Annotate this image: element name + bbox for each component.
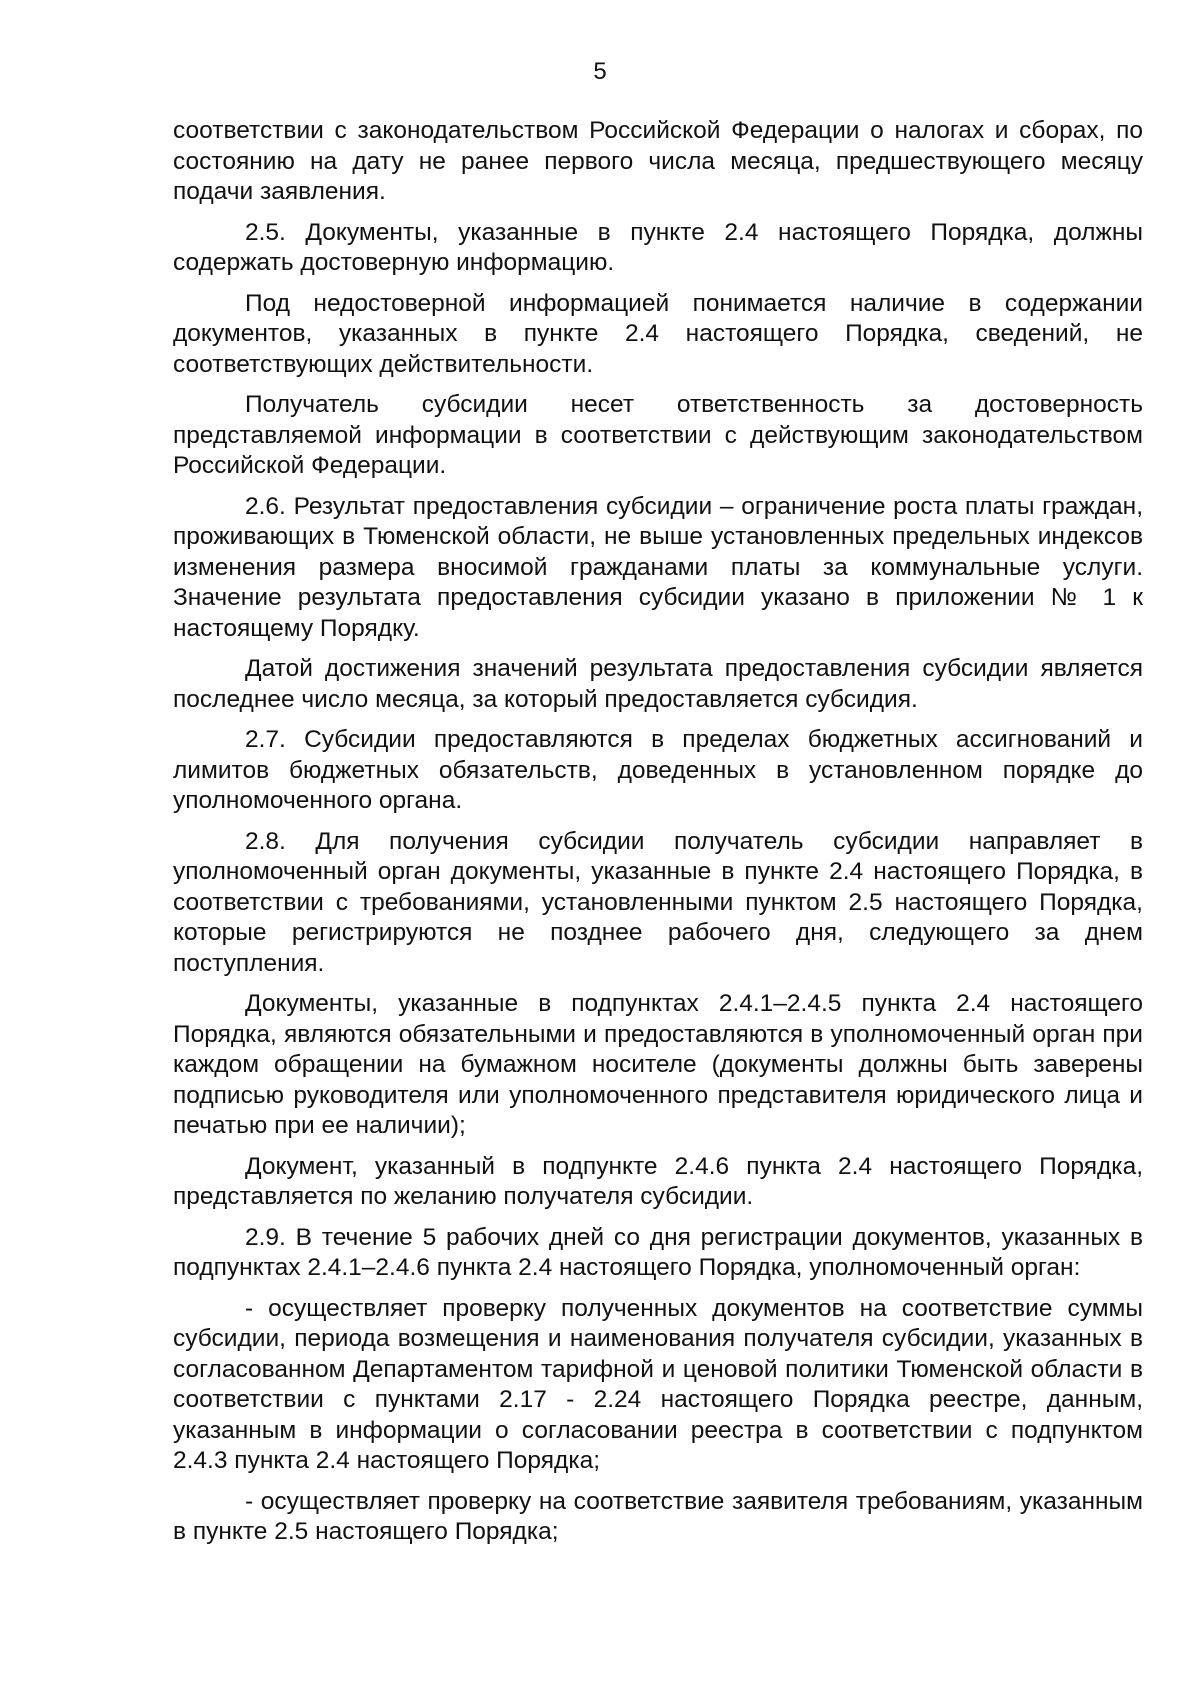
document-body xyxy=(173,116,1143,1558)
paragraph-responsibility: Получатель субсидии несет ответственность за достоверность представляемой информации в соответствии с действующим законодательством Российской Федерации. xyxy=(173,391,1143,479)
paragraph-optional-document: Документ, указанный в подпункте 2.4.6 пункта 2.4 настоящего Порядка, представляется по желанию получателя субсидии. xyxy=(173,1152,1143,1210)
paragraph-achievement-date: Датой достижения значений результата предоставления субсидии является последнее число месяца, за который предоставляется субсидия. xyxy=(173,655,1143,713)
list-item-check-applicant: - осуществляет проверку на соответствие заявителя требованиям, указанным в пункте 2.5 настоящего Порядка; xyxy=(173,1487,1143,1545)
paragraph-continuation: соответствии с законодательством Российской Федерации о налогах и сборах, по состоянию на дату не ранее первого числа месяца, предшествующего месяцу подачи заявления. xyxy=(173,117,1143,205)
paragraph-2-8: 2.8. Для получения субсидии получатель субсидии направляет в уполномоченный орган документы, указанные в пункте 2.4 настоящего Порядка, в соответствии с требованиями, установленными пунктом 2.5 настоящего Порядка, которые регистрируются не позднее рабочего дня, следующего за днем поступления. xyxy=(173,827,1143,977)
paragraph-unreliable-info: Под недостоверной информацией понимается наличие в содержании документов, указанных в пункте 2.4 настоящего Порядка, сведений, не соответствующих действительности. xyxy=(173,289,1143,378)
paragraph-2-7: 2.7. Субсидии предоставляются в пределах бюджетных ассигнований и лимитов бюджетных обязательств, доведенных в установленном порядке до уполномоченного органа. xyxy=(173,726,1143,814)
paragraph-2-9: 2.9. В течение 5 рабочих дней со дня регистрации документов, указанных в подпунктах 2.4.1–2.4.6 пункта 2.4 настоящего Порядка, уполномоченный орган: xyxy=(173,1223,1143,1281)
page-number: 5 xyxy=(593,58,607,85)
paragraph-2-6: 2.6. Результат предоставления субсидии – ограничение роста платы граждан, проживающих в Тюменской области, не выше установленных предельных индексов изменения размера вносимой гражданами платы за коммунальные услуги. Значение результата предоставления субсидии указано в приложении № 1 к настоящему Порядку. xyxy=(173,492,1143,642)
paragraph-2-5: 2.5. Документы, указанные в пункте 2.4 настоящего Порядка, должны содержать достоверную информацию. xyxy=(173,218,1143,276)
list-item-check-documents: - осуществляет проверку полученных документов на соответствие суммы субсидии, периода возмещения и наименования получателя субсидии, указанных в согласованном Департаментом тарифной и ценовой политики Тюменской области в соответствии с пунктами 2.17 - 2.24 настоящего Порядка реестре, данным, указанным в информации о согласовании реестра в соответствии с подпунктом 2.4.3 пункта 2.4 настоящего Порядка; xyxy=(173,1294,1143,1474)
paragraph-mandatory-documents: Документы, указанные в подпунктах 2.4.1–2.4.5 пункта 2.4 настоящего Порядка, являются обязательными и предоставляются в уполномоченный орган при каждом обращении на бумажном носителе (документы должны быть заверены подписью руководителя или уполномоченного представителя юридического лица и печатью при ее наличии); xyxy=(173,990,1143,1139)
